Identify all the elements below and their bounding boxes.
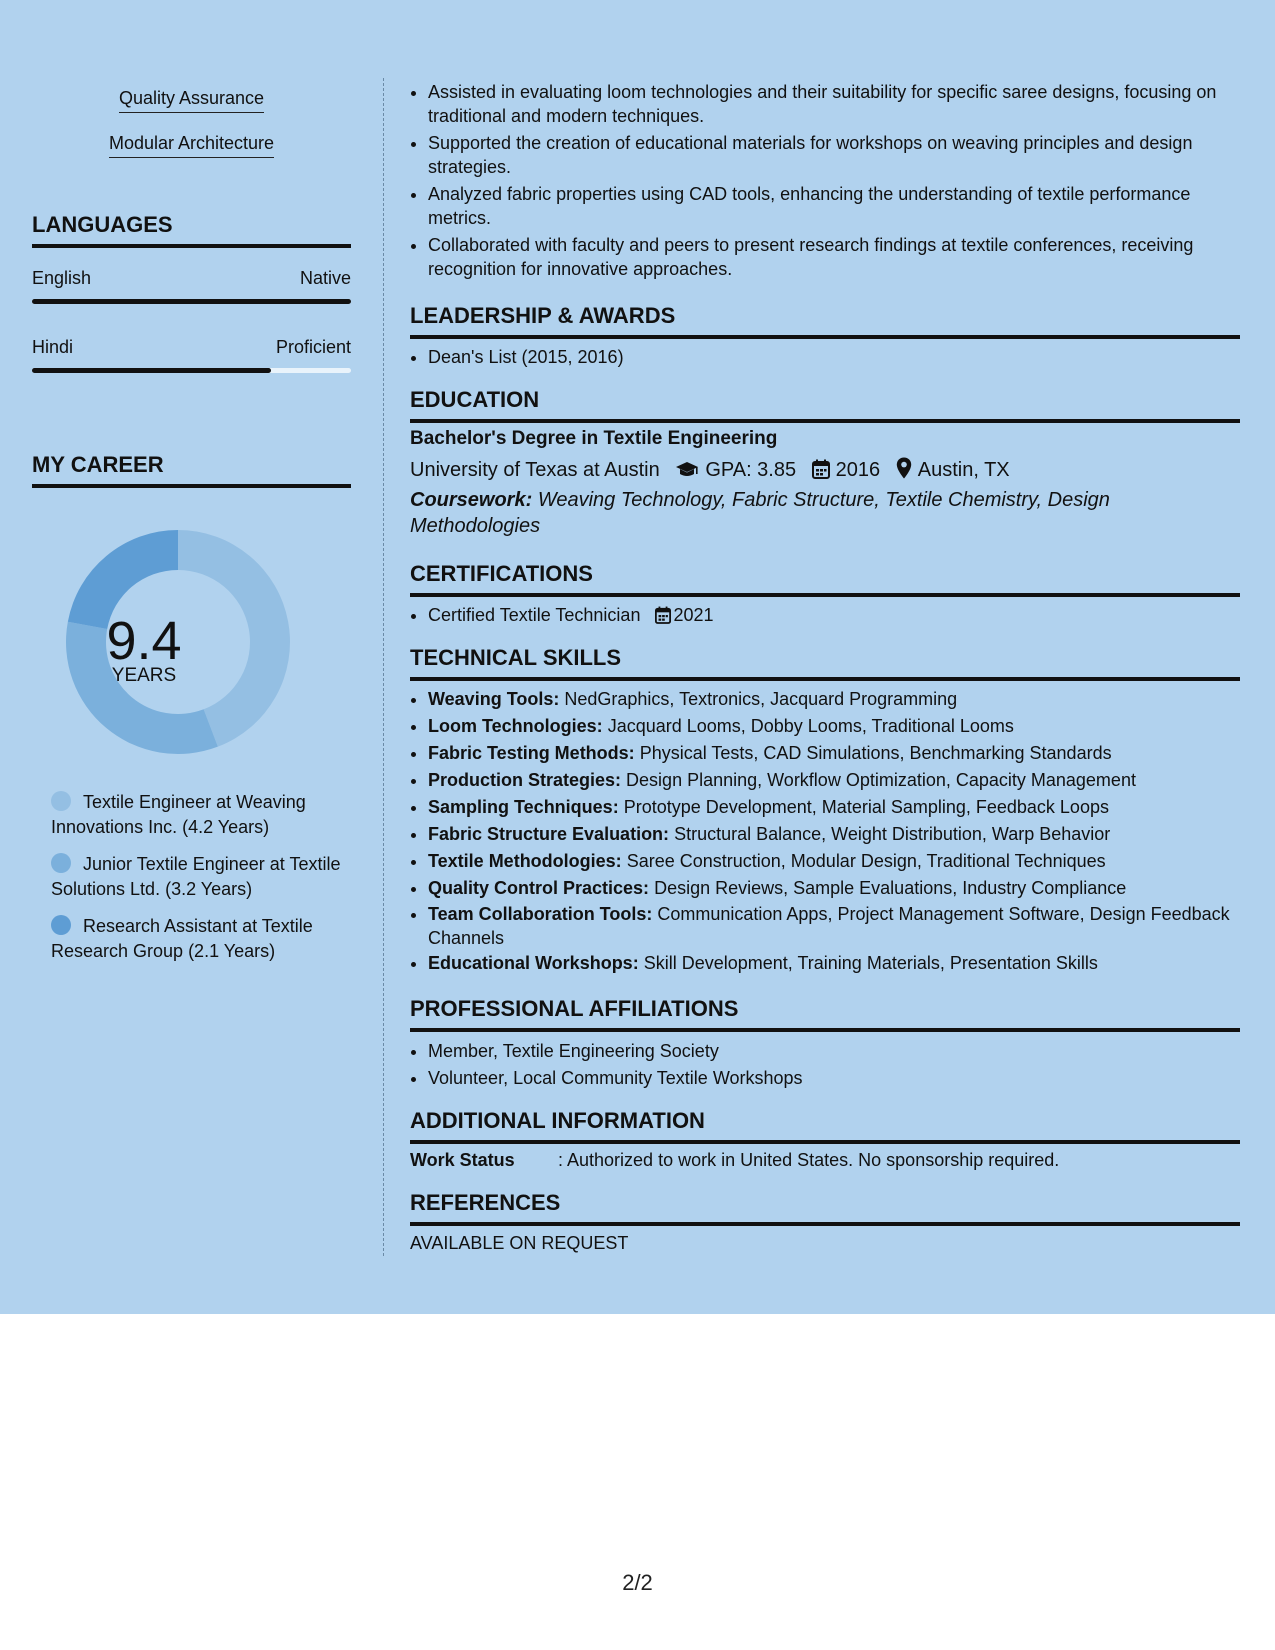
career-heading: MY CAREER	[32, 452, 351, 488]
skill-value: Jacquard Looms, Dobby Looms, Traditional Looms	[607, 716, 1014, 736]
career-unit: YEARS	[111, 665, 177, 686]
experience-bullet: • Collaborated with faculty and peers to present research findings at textile conferences, receiving recognition for innovative approaches.	[428, 233, 1240, 281]
technical-skills-heading: TECHNICAL SKILLS	[410, 645, 1240, 681]
certifications-heading: CERTIFICATIONS	[410, 561, 1240, 597]
languages-heading: LANGUAGES	[32, 212, 351, 248]
skill-tag-label: Modular Architecture	[109, 133, 274, 158]
additional-info-heading: ADDITIONAL INFORMATION	[410, 1108, 1240, 1144]
skill-value: Prototype Development, Material Sampling, Feedback Loops	[623, 797, 1109, 817]
legend-label: Junior Textile Engineer at Textile Solutions Ltd. (3.2 Years)	[51, 854, 341, 899]
education-school: University of Texas at Austin	[410, 459, 660, 481]
affiliations-list	[428, 1038, 1240, 1092]
skill-label: Fabric Structure Evaluation:	[428, 824, 670, 844]
skill-label: Production Strategies:	[428, 770, 622, 790]
technical-skill-item	[428, 950, 1240, 977]
experience-bullet: • Assisted in evaluating loom technologies and their suitability for specific saree designs, focusing on traditional and modern techniques.	[428, 80, 1240, 128]
skill-value: NedGraphics, Textronics, Jacquard Programming	[564, 689, 958, 709]
skill-tag	[32, 133, 351, 158]
legend-label: Textile Engineer at Weaving Innovations Inc. (4.2 Years)	[51, 792, 306, 837]
calendar-icon	[812, 459, 830, 479]
references-heading: REFERENCES	[410, 1190, 1240, 1226]
legend-dot	[51, 791, 71, 811]
graduation-cap-icon	[675, 461, 699, 479]
legend-label: Research Assistant at Textile Research Group (2.1 Years)	[51, 916, 313, 961]
language-row	[32, 268, 351, 289]
leadership-heading: LEADERSHIP & AWARDS	[410, 303, 1240, 339]
skill-label: Loom Technologies:	[428, 716, 603, 736]
references-text: AVAILABLE ON REQUEST	[410, 1233, 629, 1253]
technical-skill-item	[428, 821, 1240, 848]
education-year: 2016	[835, 459, 881, 481]
skill-label: Weaving Tools:	[428, 689, 560, 709]
skill-label: Quality Control Practices:	[428, 878, 650, 898]
skill-value: Skill Development, Training Materials, Presentation Skills	[643, 953, 1098, 973]
technical-skill-item	[428, 875, 1240, 902]
technical-skill-item	[428, 713, 1240, 740]
certifications-list	[428, 603, 1240, 627]
education-details	[410, 457, 1010, 482]
experience-bullet: • Supported the creation of educational materials for workshops on weaving principles and design strategies.	[428, 131, 1240, 179]
skill-label: Sampling Techniques:	[428, 797, 619, 817]
affiliation-item: • Volunteer, Local Community Textile Workshops	[428, 1065, 1240, 1092]
technical-skill-item	[428, 848, 1240, 875]
language-row	[32, 337, 351, 358]
language-bar	[32, 299, 351, 304]
certification-name: Certified Textile Technician	[428, 605, 641, 625]
page-number: 2/2	[622, 1570, 653, 1595]
language-bar	[32, 368, 351, 373]
technical-skill-item	[428, 902, 1240, 950]
career-total: 9.4	[106, 611, 182, 671]
skill-value: Design Planning, Workflow Optimization, Capacity Management	[626, 770, 1136, 790]
skill-label: Educational Workshops:	[428, 953, 639, 973]
coursework-label: Coursework:	[410, 489, 533, 511]
skill-value: Saree Construction, Modular Design, Traditional Techniques	[626, 851, 1106, 871]
work-status-value: : Authorized to work in United States. No sponsorship required.	[558, 1150, 1060, 1170]
experience-bullet: • Analyzed fabric properties using CAD tools, enhancing the understanding of textile performance metrics.	[428, 182, 1240, 230]
coursework-value: Weaving Technology, Fabric Structure, Textile Chemistry, Design Methodologies	[410, 489, 1110, 537]
work-status-label: Work Status	[410, 1150, 515, 1170]
skill-tag	[32, 88, 351, 113]
certification-year: 2021	[673, 605, 714, 625]
skill-tag-label: Quality Assurance	[119, 88, 264, 113]
skill-value: Communication Apps, Project Management Software, Design Feedback Channels	[428, 904, 1230, 948]
education-location: Austin, TX	[917, 459, 1010, 481]
legend-dot	[51, 915, 71, 935]
column-divider	[383, 78, 384, 1256]
leadership-item: • Dean's List (2015, 2016)	[428, 345, 1240, 369]
education-gpa: GPA: 3.85	[705, 459, 797, 481]
language-level: Native	[299, 268, 351, 288]
language-name: English	[32, 268, 92, 288]
skill-label: Team Collaboration Tools:	[428, 904, 653, 924]
skill-label: Textile Methodologies:	[428, 851, 622, 871]
education-coursework	[410, 487, 1240, 539]
legend-dot	[51, 853, 71, 873]
education-degree: Bachelor's Degree in Textile Engineering	[410, 428, 778, 449]
career-legend-item	[51, 790, 351, 840]
career-legend-item	[51, 914, 351, 964]
language-level: Proficient	[275, 337, 351, 357]
location-pin-icon	[896, 457, 912, 479]
technical-skill-item	[428, 767, 1240, 794]
experience-bullets	[428, 80, 1240, 281]
skill-value: Structural Balance, Weight Distribution, Warp Behavior	[674, 824, 1111, 844]
language-bar-fill	[32, 299, 351, 304]
leadership-list	[428, 345, 1240, 369]
language-bar-fill	[32, 368, 271, 373]
affiliations-heading: PROFESSIONAL AFFILIATIONS	[410, 996, 1240, 1032]
certification-item	[428, 603, 1240, 627]
skill-label: Fabric Testing Methods:	[428, 743, 635, 763]
technical-skill-item	[428, 740, 1240, 767]
skill-value: Design Reviews, Sample Evaluations, Industry Compliance	[654, 878, 1127, 898]
education-heading: EDUCATION	[410, 387, 1240, 423]
career-legend-item	[51, 852, 351, 902]
skill-value: Physical Tests, CAD Simulations, Benchmarking Standards	[639, 743, 1112, 763]
calendar-icon	[655, 606, 671, 624]
technical-skill-item	[428, 686, 1240, 713]
technical-skills-list	[428, 686, 1240, 977]
technical-skill-item	[428, 794, 1240, 821]
language-name: Hindi	[32, 337, 74, 357]
affiliation-item: • Member, Textile Engineering Society	[428, 1038, 1240, 1065]
